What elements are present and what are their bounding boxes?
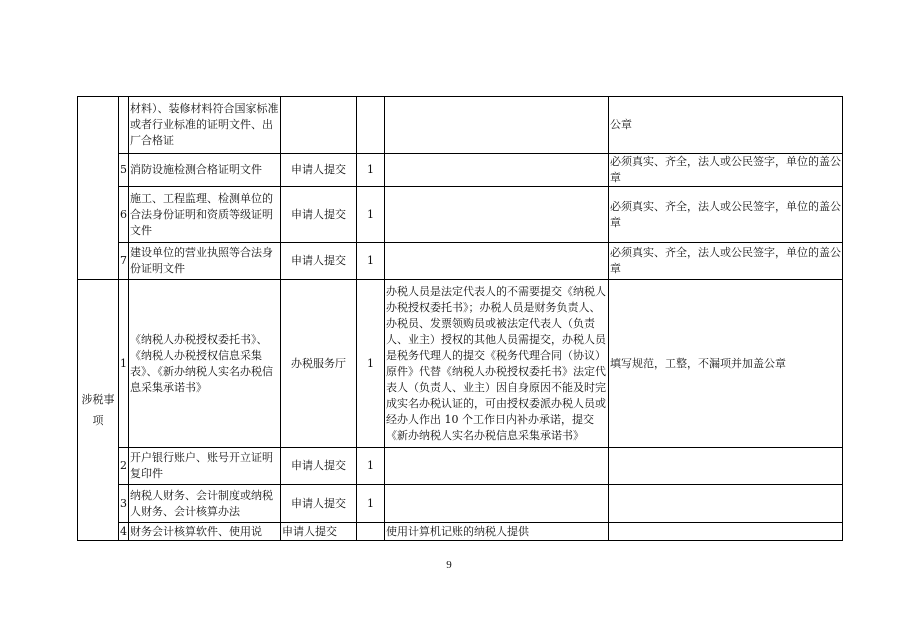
material-requirement: 必须真实、齐全，法人或公民签字，单位的盖公章 [609,154,843,187]
material-name: 开户银行账户、账号开立证明复印件 [129,448,281,485]
row-number [119,97,129,154]
material-note [385,243,609,280]
material-requirement [609,448,843,485]
row-number: 7 [119,243,129,280]
material-name: 《纳税人办税授权委托书》、《纳税人办税授权信息采集表》、《新办纳税人实名办税信息采集承诺书》 [129,280,281,448]
table-row [78,154,843,187]
copy-count: 1 [357,154,385,187]
category-cell-blank [78,97,119,280]
copy-count: 1 [357,485,385,523]
submission-source [281,97,357,154]
submission-source: 申请人提交 [281,187,357,243]
material-requirement: 必须真实、齐全，法人或公民签字，单位的盖公章 [609,187,843,243]
table-row [78,243,843,280]
copy-count: 1 [357,448,385,485]
row-number: 6 [119,187,129,243]
material-name: 施工、工程监理、检测单位的合法身份证明和资质等级证明文件 [129,187,281,243]
material-note: 使用计算机记账的纳税人提供 [385,523,609,541]
material-requirement: 填写规范，工整，不漏项并加盖公章 [609,280,843,448]
submission-source: 办税服务厅 [281,280,357,448]
copy-count: 1 [357,243,385,280]
materials-table [77,96,843,541]
material-name: 材料）、装修材料符合国家标准或者行业标准的证明文件、出厂合格证 [129,97,281,154]
row-number: 2 [119,448,129,485]
row-number: 5 [119,154,129,187]
table-row [78,187,843,243]
table-row [78,448,843,485]
material-note: 办税人员是法定代表人的不需要提交《纳税人办税授权委托书》；办税人员是财务负责人、办税员、发票领购员或被法定代表人（负责人、业主）授权的其他人员需提交，办税人员是税务代理人的提交《税务代理合同（协议）原件》代替《纳税人办税授权委托书》法定代表人（负责人、业主）因自身原因不能及时完成实名办税认证的，可由授权委派办税人员或经办人作出 10 个工作日内补办承诺，提交《新办纳税人实名办税信息采集承诺书》 [385,280,609,448]
category-tax-matters [78,280,119,541]
copy-count [357,97,385,154]
submission-source: 申请人提交 [281,485,357,523]
category-label: 涉税事项 [81,393,115,427]
material-note [385,97,609,154]
table-row [78,280,843,448]
row-number: 1 [119,280,129,448]
material-note [385,448,609,485]
copy-count: 1 [357,187,385,243]
material-name: 纳税人财务、会计制度或纳税人财务、会计核算办法 [129,485,281,523]
copy-count: 1 [357,280,385,448]
copy-count [357,523,385,541]
material-requirement [609,485,843,523]
row-number: 3 [119,485,129,523]
material-requirement: 公章 [609,97,843,154]
table-row [78,523,843,541]
submission-source: 申请人提交 [281,243,357,280]
page-number: 9 [446,559,452,571]
material-name: 财务会计核算软件、使用说 [129,523,281,541]
table-row [78,97,843,154]
material-name: 建设单位的营业执照等合法身份证明文件 [129,243,281,280]
material-note [385,154,609,187]
row-number: 4 [119,523,129,541]
material-name: 消防设施检测合格证明文件 [129,154,281,187]
material-note [385,485,609,523]
material-note [385,187,609,243]
submission-source: 申请人提交 [281,448,357,485]
submission-source: 申请人提交 [281,154,357,187]
submission-source: 申请人提交 [281,523,357,541]
material-requirement [609,523,843,541]
table-row [78,485,843,523]
material-requirement: 必须真实、齐全，法人或公民签字，单位的盖公章 [609,243,843,280]
